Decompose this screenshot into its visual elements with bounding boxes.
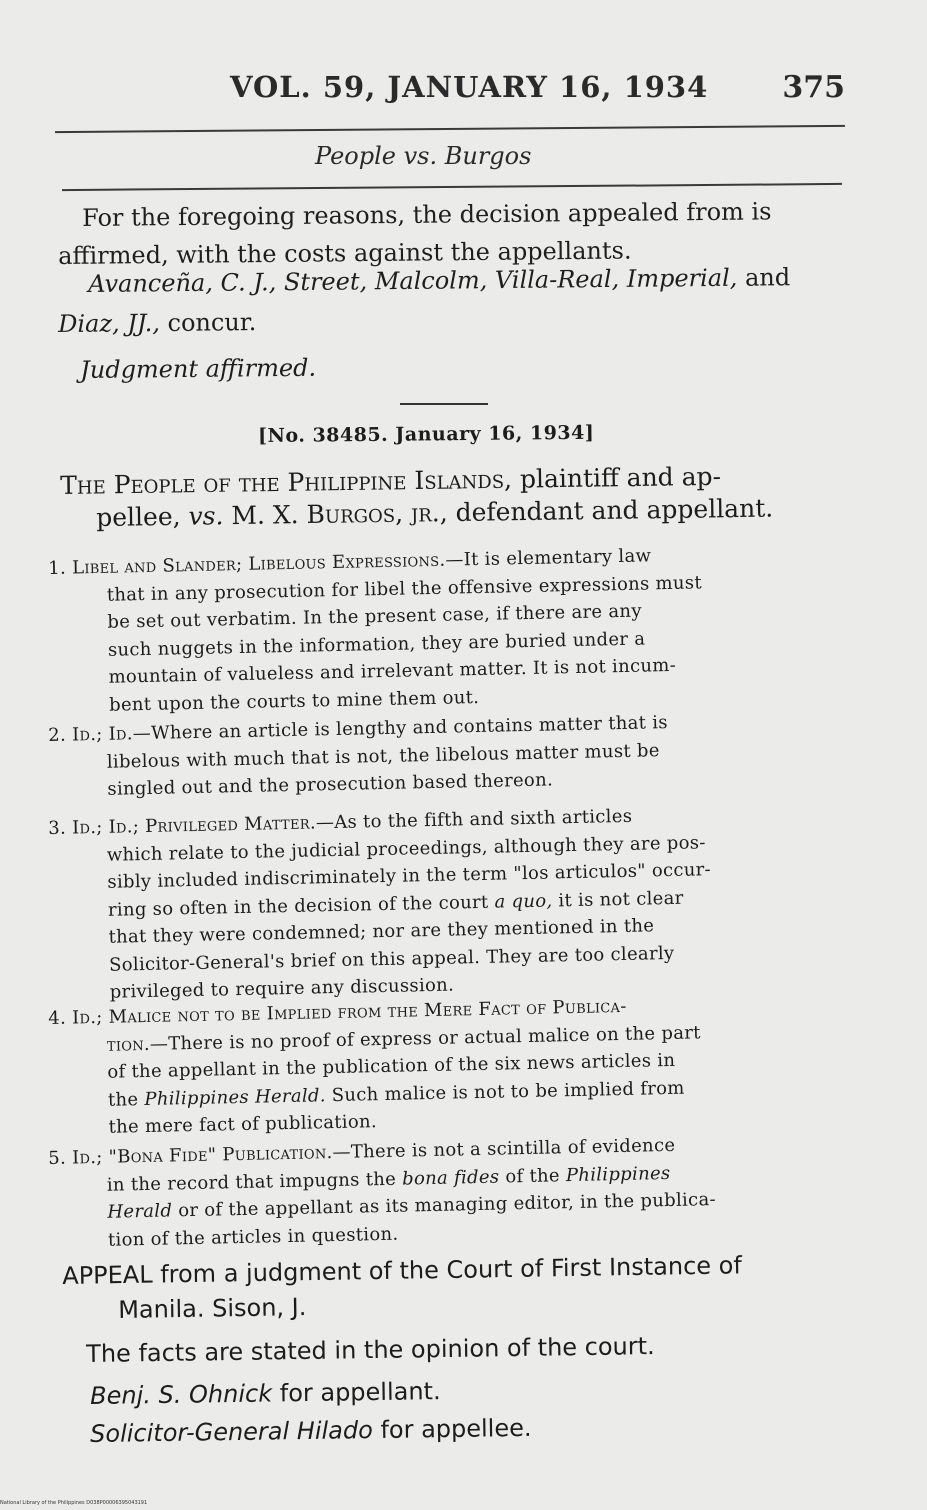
syllabus-line: —Where an article is lengthy and contains matter that is xyxy=(132,712,669,745)
counsel-appellant xyxy=(90,1377,441,1410)
header-rule-2 xyxy=(62,183,842,191)
syllabus-text: or of the appellant as its managing editor, in the publica- xyxy=(177,1189,717,1222)
syllabus-text: of the xyxy=(505,1164,561,1187)
syllabus-italic: Philippines Herald. xyxy=(144,1084,326,1110)
syllabus-num: 3. xyxy=(48,817,67,839)
counsel-role: for appellee. xyxy=(380,1413,532,1444)
facts-statement: The facts are stated in the opinion of the court. xyxy=(86,1332,655,1368)
syllabus-num: 1. xyxy=(48,557,67,579)
syllabus-line: —There is not a scintilla of evidence xyxy=(332,1134,676,1164)
syllabus-line: singled out and the prosecution based thereon. xyxy=(107,769,554,800)
syllabus-num: 5. xyxy=(48,1147,67,1169)
syllabus-line: Solicitor-General's brief on this appeal. They are too clearly xyxy=(108,942,675,976)
justices-line-2 xyxy=(58,298,848,343)
judgment-affirmed: Judgment affirmed. xyxy=(80,353,317,384)
syllabus-italic: Herald xyxy=(107,1200,173,1223)
syllabus-line: tion of the articles in question. xyxy=(107,1223,399,1251)
syllabus-heading: Id.; "Bona Fide" Publication. xyxy=(71,1142,333,1169)
case-title-pellee: pellee, xyxy=(96,501,181,532)
syllabus-line: be set out verbatim. In the present case, if there are any xyxy=(107,600,643,633)
case-title-defendant: defendant and appellant. xyxy=(455,493,774,527)
case-title-plaintiff: plaintiff and ap- xyxy=(519,461,722,494)
syllabus-line: libelous with much that is not, the libelous matter must be xyxy=(106,739,660,773)
volume-line: VOL. 59, JANUARY 16, 1934 xyxy=(230,70,709,104)
syllabus-line: that in any prosecution for libel the offensive expressions must xyxy=(106,571,703,606)
syllabus-line: that they were condemned; nor are they mentioned in the xyxy=(108,915,655,948)
syllabus-text: ring so often in the decision of the court xyxy=(107,891,489,921)
syllabus-line: mountain of valueless and irrelevant matter. It is not incum- xyxy=(108,654,677,688)
syllabus-text: the xyxy=(107,1088,139,1111)
justices-diaz: Diaz, JJ., xyxy=(58,309,161,338)
counsel-name: Solicitor-General Hilado xyxy=(90,1416,374,1448)
syllabus-heading: Id.; Malice not to be Implied from the Mere Fact of Publica- xyxy=(71,995,627,1029)
syllabus-line: such nuggets in the information, they are buried under a xyxy=(107,628,646,661)
syllabus-line: bent upon the courts to mine them out. xyxy=(108,686,480,716)
syllabus-text: —There is no proof of express or actual malice on the part xyxy=(149,1021,701,1055)
section-divider xyxy=(400,403,488,405)
justices-concur: concur. xyxy=(167,308,257,337)
syllabus-italic: bona fides xyxy=(401,1166,500,1190)
syllabus-1 xyxy=(48,538,851,720)
syllabus-line: —It is elementary law xyxy=(445,545,652,571)
scan-footer: National Library of the Philippines D038P00006395043191 xyxy=(0,1500,148,1506)
syllabus-heading: Libel and Slander; Libelous Expressions. xyxy=(71,549,446,579)
page-number: 375 xyxy=(782,70,845,105)
appeal-line-2: Manila. Sison, J. xyxy=(118,1293,307,1324)
syllabus-line: —As to the fifth and sixth articles xyxy=(315,805,633,834)
syllabus-4 xyxy=(48,988,851,1142)
prior-case-line-1: For the foregoing reasons, the decision appealed from is xyxy=(82,197,772,232)
syllabus-italic: a quo, xyxy=(494,889,553,913)
counsel-role: for appellant. xyxy=(279,1377,441,1408)
syllabus-heading: tion. xyxy=(106,1033,151,1056)
case-title-defendant-name: M. X. Burgos, jr., xyxy=(231,498,448,531)
syllabus-heading: Id.; Id.; Privileged Matter. xyxy=(71,812,317,839)
syllabus-heading: Id.; Id. xyxy=(71,723,133,746)
running-title: People vs. Burgos xyxy=(315,142,532,170)
syllabus-num: 4. xyxy=(48,1007,67,1029)
syllabus-num: 2. xyxy=(48,724,67,746)
counsel-appellee xyxy=(90,1414,532,1448)
syllabus-line: the mere fact of publication. xyxy=(108,1111,378,1138)
syllabus-5 xyxy=(48,1128,850,1255)
syllabus-text: Such malice is not to be implied from xyxy=(331,1077,685,1106)
syllabus-italic: Philippines xyxy=(565,1162,671,1186)
header-rule xyxy=(55,125,845,133)
syllabus-3 xyxy=(48,798,852,1007)
justices-and: and xyxy=(744,263,791,292)
syllabus-line: of the appellant in the publication of the six news articles in xyxy=(107,1049,676,1083)
case-title-vs: vs. xyxy=(188,501,224,531)
justices-names: Avanceña, C. J., Street, Malcolm, Villa-Real, Imperial, xyxy=(88,263,738,298)
syllabus-2 xyxy=(48,705,850,804)
prior-case-line-2: affirmed, with the costs against the appellants. xyxy=(58,236,632,270)
syllabus-text: in the record that impugns the xyxy=(106,1168,397,1196)
syllabus-line: privileged to require any discussion. xyxy=(109,974,455,1003)
case-title-people: The People of the Philippine Islands, xyxy=(60,464,513,500)
syllabus-line: which relate to the judicial proceedings, although they are pos- xyxy=(106,831,706,866)
case-number: [No. 38485. January 16, 1934] xyxy=(258,421,595,447)
appeal-line-1: APPEAL from a judgment of the Court of First Instance of xyxy=(62,1251,743,1290)
counsel-name: Benj. S. Ohnick xyxy=(90,1379,273,1410)
justices-line-1 xyxy=(88,259,848,303)
syllabus-text: it is not clear xyxy=(558,887,684,911)
syllabus-line: sibly included indiscriminately in the term "los articulos" occur- xyxy=(107,859,712,893)
